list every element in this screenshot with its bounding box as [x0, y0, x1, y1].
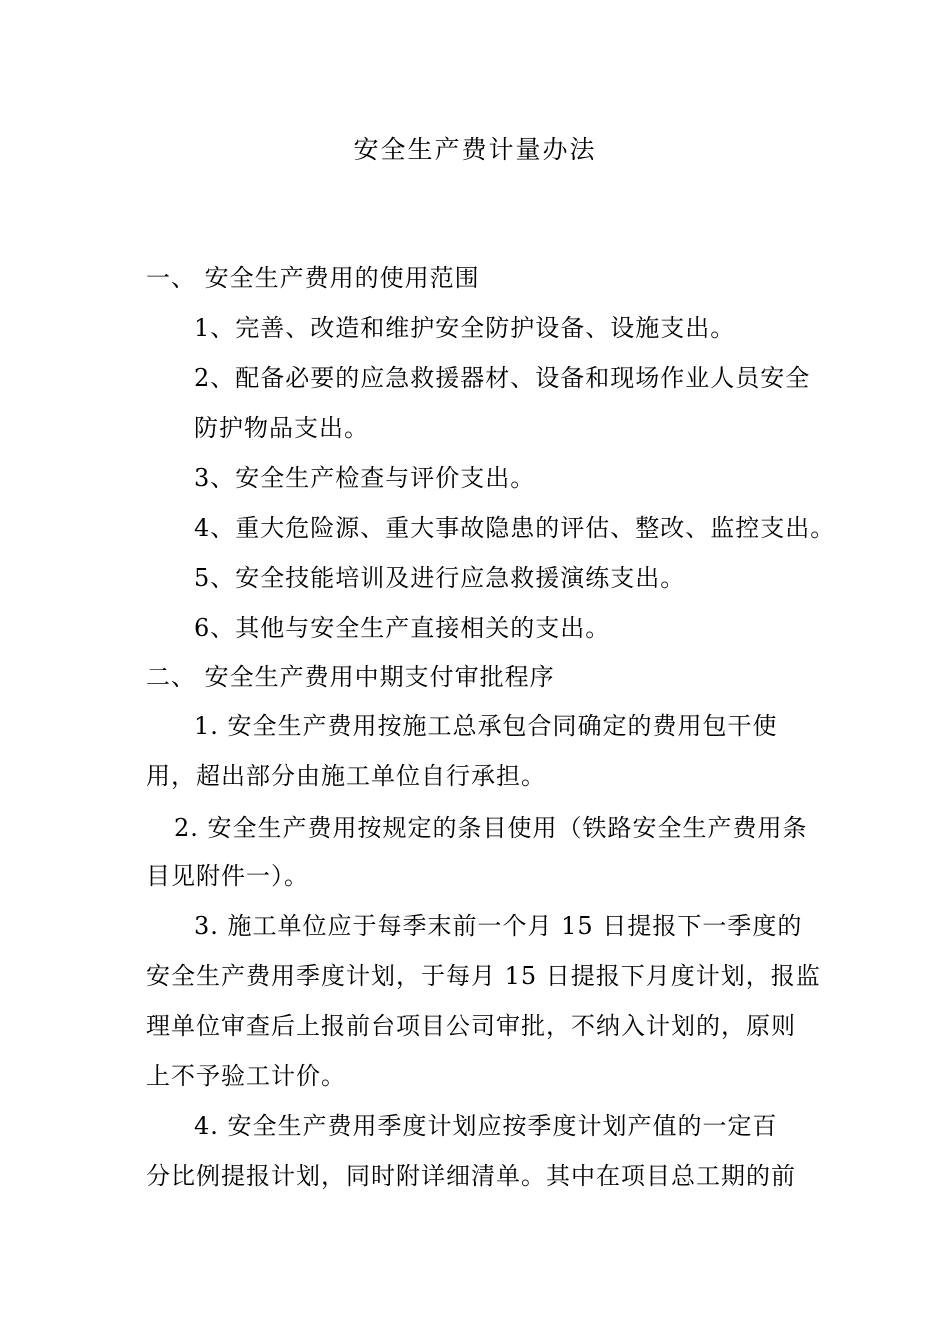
paragraph-line: 目见附件一）。	[146, 862, 309, 890]
paragraph-line: 分比例提报计划，同时附详细清单。其中在项目总工期的前	[146, 1162, 796, 1190]
paragraph-line: 上不予验工计价。	[146, 1062, 346, 1090]
paragraph-line: 用，超出部分由施工单位自行承担。	[146, 762, 546, 790]
paragraph-line: 1. 安全生产费用按施工总承包合同确定的费用包干使	[194, 712, 778, 740]
paragraph-line: 2. 安全生产费用按规定的条目使用（铁路安全生产费用条	[174, 814, 808, 842]
paragraph-line: 2、配备必要的应急救援器材、设备和现场作业人员安全	[194, 364, 811, 392]
paragraph-line: 5、安全技能培训及进行应急救援演练支出。	[194, 564, 686, 592]
paragraph-line: 安全生产费用季度计划，于每月 15 日提报下月度计划，报监	[146, 962, 821, 990]
section-heading-1: 一、 安全生产费用的使用范围	[146, 264, 480, 292]
paragraph-line: 6、其他与安全生产直接相关的支出。	[194, 614, 611, 642]
paragraph-line: 3、安全生产检查与评价支出。	[194, 464, 536, 492]
paragraph-line: 防护物品支出。	[194, 414, 369, 442]
paragraph-line: 3. 施工单位应于每季末前一个月 15 日提报下一季度的	[194, 912, 803, 940]
paragraph-line: 1、完善、改造和维护安全防护设备、设施支出。	[194, 314, 736, 342]
document-title: 安全生产费计量办法	[353, 135, 597, 164]
paragraph-line: 理单位审查后上报前台项目公司审批，不纳入计划的，原则	[146, 1012, 796, 1040]
section-heading-2: 二、 安全生产费用中期支付审批程序	[146, 663, 555, 691]
paragraph-line: 4、重大危险源、重大事故隐患的评估、整改、监控支出。	[194, 514, 836, 542]
paragraph-line: 4. 安全生产费用季度计划应按季度计划产值的一定百	[194, 1112, 778, 1140]
